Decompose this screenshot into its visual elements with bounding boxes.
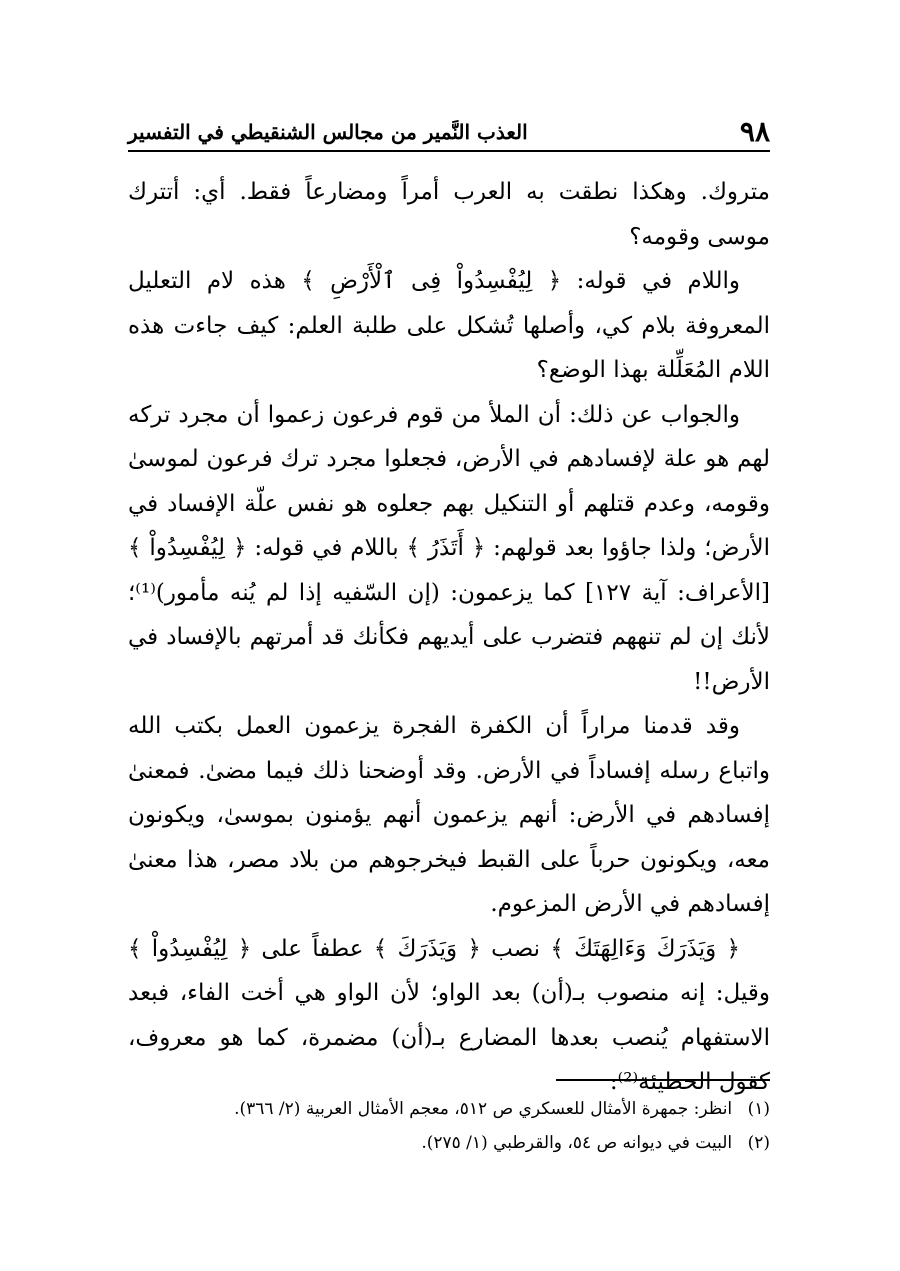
main-text — [128, 170, 770, 1105]
paragraph: متروك. وهكذا نطقت به العرب أمراً ومضارعاً فقط. أي: أتترك موسى وقومه؟ — [128, 179, 770, 250]
paragraph: والجواب عن ذلك: أن الملأ من قوم فرعون زعموا أن مجرد تركه لهم هو علة لإفسادهم في الأرض، فجعلوا مجرد ترك فرعون لموسىٰ وقومه، وعدم قتلهم أو التنكيل بهم جعلوه هو نفس علّة الإفساد في الأرض؛ ولذا جاؤوا بعد قولهم: ﴿ أَتَذَرُ ﴾ باللام في قوله: ﴿ لِيُفْسِدُواْ ﴾ [الأعراف: آية ١٢٧] كما يزعمون: (إن السّفيه إذا لم يُنه مأمور)⁽¹⁾؛ لأنك إن لم تنههم فتضرب على أيديهم فكأنك قد أمرتهم بالإفساد في الأرض!! — [128, 401, 770, 695]
footnotes — [128, 1092, 770, 1160]
footnote — [128, 1126, 770, 1160]
paragraph: ﴿ وَيَذَرَكَ وَءَالِهَتَكَ ﴾ نصب ﴿ وَيَذَرَكَ ﴾ عطفاً على ﴿ لِيُفْسِدُواْ ﴾ وقيل: إنه منصوب بـ(أن) بعد الواو؛ لأن الواو هي أخت الفاء، فبعد الاستفهام يُنصب بعدها المضارع بـ(أن) مضمرة، كما هو معروف، كقول الحطيئة⁽²⁾: — [128, 935, 770, 1095]
paragraph: وقد قدمنا مراراً أن الكفرة الفجرة يزعمون العمل بكتب الله واتباع رسله إفساداً في الأرض. وقد أوضحنا ذلك فيما مضىٰ. فمعنىٰ إفسادهم في الأرض: أنهم يزعمون أنهم يؤمنون بموسىٰ، ويكونون معه، ويكونون حرباً على القبط فيخرجوهم من بلاد مصر، هذا معنىٰ إفسادهم في الأرض المزعوم. — [128, 713, 770, 917]
footnote-number: (٢) — [747, 1133, 770, 1153]
running-title: العذب النَّمير من مجالس الشنقيطي في التفسير — [128, 120, 528, 144]
footnote-number: (١) — [747, 1099, 770, 1119]
footnote-text: انظر: جمهرة الأمثال للعسكري ص ٥١٢، معجم الأمثال العربية (٢/ ٣٦٦). — [234, 1099, 733, 1119]
page-header — [128, 112, 770, 152]
footnote-text: البيت في ديوانه ص ٥٤، والقرطبي (١/ ٢٧٥). — [421, 1133, 733, 1153]
footnote-divider — [556, 1079, 770, 1081]
page-number: ٩٨ — [739, 115, 770, 148]
footnote — [128, 1092, 770, 1126]
paragraph: واللام في قوله: ﴿ لِيُفْسِدُواْ فِى ٱلْأَرْضِ ﴾ هذه لام التعليل المعروفة بلام كي، وأصلها تُشكل على طلبة العلم: كيف جاءت هذه اللام المُعَلِّلة بهذا الوضع؟ — [128, 268, 770, 383]
